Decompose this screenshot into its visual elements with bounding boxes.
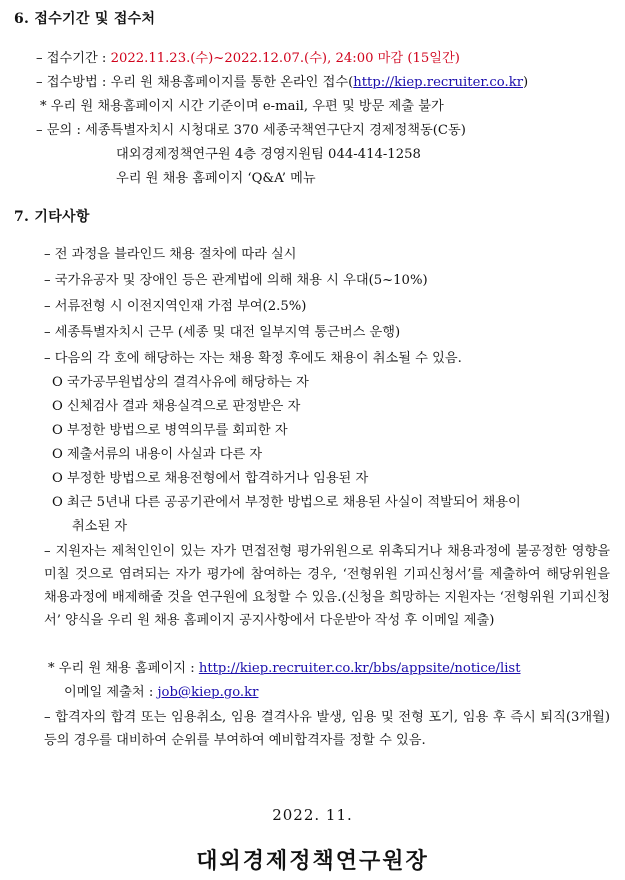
notice-board-link[interactable]: http://kiep.recruiter.co.kr/bbs/appsite/notice/list xyxy=(198,661,521,676)
list-item: – 세종특별자치시 근무 (세종 및 대전 일부지역 통근버스 운행) xyxy=(44,325,401,340)
reserve-candidate-paragraph: – 합격자의 합격 또는 임용취소, 임용 결격사유 발생, 임용 및 전형 포기, 임용 후 즉시 퇴직(3개월) 등의 경우를 대비하여 순위를 부여하여 예비합격자를 정할 수 있음. xyxy=(44,710,610,748)
list-item: – 서류전형 시 이전지역인재 가점 부여(2.5%) xyxy=(44,299,307,314)
list-item: – 전 과정을 블라인드 채용 절차에 따라 실시 xyxy=(44,247,297,262)
section-6-title: 6. 접수기간 및 접수처 xyxy=(14,11,156,27)
application-period xyxy=(36,50,460,68)
contact-line-3: 우리 원 채용 홈페이지 ‘Q&A’ 메뉴 xyxy=(116,171,316,186)
cancel-item: O 국가공무원법상의 결격사유에 해당하는 자 xyxy=(52,375,309,390)
section-7-title: 7. 기타사항 xyxy=(14,209,90,225)
recruit-site-link[interactable]: http://kiep.recruiter.co.kr xyxy=(353,75,523,90)
cancel-item-continued: 취소된 자 xyxy=(72,519,128,534)
cancel-item: O 부정한 방법으로 채용전형에서 합격하거나 임용된 자 xyxy=(52,471,369,486)
application-method-label: – 접수방법 : 우리 원 채용홈페이지를 통한 온라인 접수( xyxy=(36,75,354,90)
notice-date: 2022. 11. xyxy=(272,806,353,824)
cancel-item: O 신체검사 결과 채용실격으로 판정받은 자 xyxy=(52,399,301,414)
application-method-suffix: ) xyxy=(523,75,529,90)
email-label: 이메일 제출처 : xyxy=(64,685,158,700)
application-period-value: 2022.11.23.(수)~2022.12.07.(수), 24:00 마감 (15일간) xyxy=(110,51,460,66)
list-item: – 국가유공자 및 장애인 등은 관계법에 의해 채용 시 우대(5~10%) xyxy=(44,273,428,288)
contact-line-1: – 문의 : 세종특별자치시 시청대로 370 세종국책연구단지 경제정책동(C동) xyxy=(36,123,466,138)
list-item: – 다음의 각 호에 해당하는 자는 채용 확정 후에도 채용이 취소될 수 있음. xyxy=(44,351,462,366)
cancel-item: O 제출서류의 내용이 사실과 다른 자 xyxy=(52,447,263,462)
cancel-item: O 부정한 방법으로 병역의무를 회피한 자 xyxy=(52,423,288,438)
contact-line-2: 대외경제정책연구원 4층 경영지원팀 044-414-1258 xyxy=(116,147,421,162)
homepage-label: * 우리 원 채용 홈페이지 : xyxy=(48,661,199,676)
application-note: * 우리 원 채용홈페이지 시간 기준이며 e-mail, 우편 및 방문 제출 불가 xyxy=(40,99,444,114)
email-link[interactable]: job@kiep.go.kr xyxy=(157,685,259,700)
application-method xyxy=(36,74,528,92)
email-note xyxy=(64,684,258,702)
cancel-item: O 최근 5년내 다른 공공기관에서 부정한 방법으로 채용된 사실이 적발되어 채용이 xyxy=(52,495,521,510)
application-period-label: – 접수기간 : xyxy=(36,51,111,66)
evaluator-exclusion-paragraph: – 지원자는 제척인인이 있는 자가 면접전형 평가위원으로 위촉되거나 채용과정에 불공정한 영향을 미칠 것으로 염려되는 자가 평가에 참여하는 경우, ‘전형위원 기피신청서’를 제출하여 해당위원을 채용과정에 배제해줄 것을 연구원에 요청할 수 있음.(신청을 희망하는 지원자는 ‘전형위원 기피신청서’ 양식을 우리 원 채용 홈페이지 공지사항에서 다운받아 작성 후 이메일 제출) xyxy=(44,544,610,628)
homepage-note xyxy=(48,660,521,678)
issuer-signature: 대외경제정책연구원장 xyxy=(196,848,429,874)
